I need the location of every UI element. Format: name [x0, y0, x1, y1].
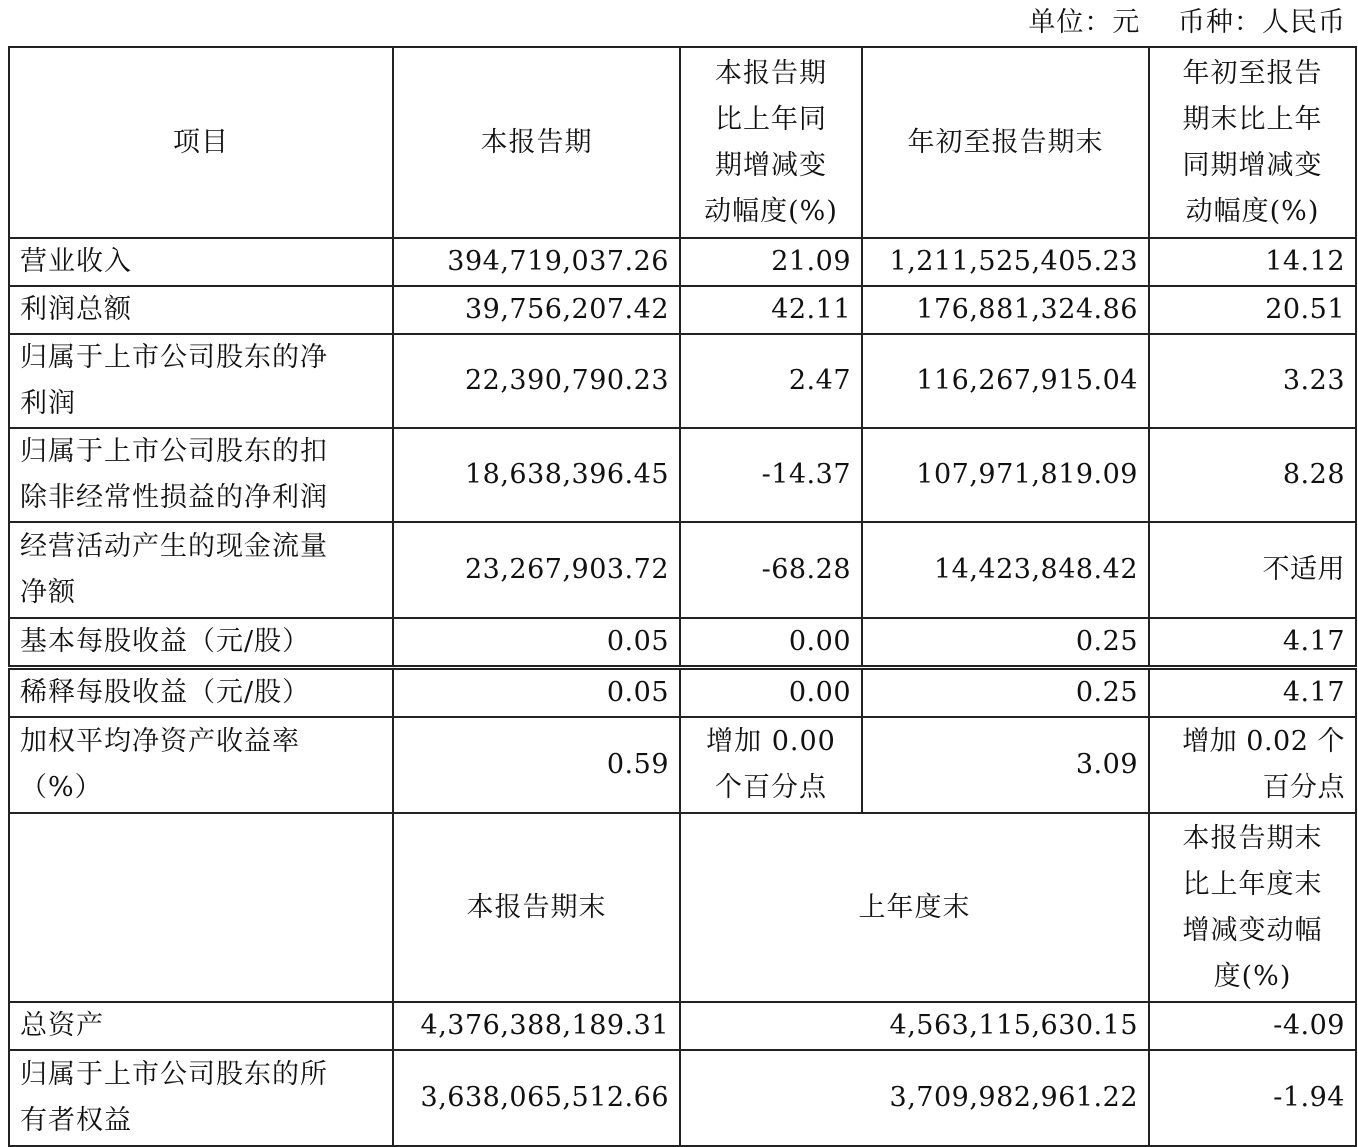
- header-ytd: 年初至报告期末: [862, 47, 1149, 238]
- ytd-change-value: 8.28: [1149, 428, 1356, 522]
- period-end-value: 4,376,388,189.31: [393, 1002, 680, 1050]
- financial-data-table: [8, 46, 1357, 1147]
- ytd-change-value: 不适用: [1149, 522, 1356, 618]
- table-row: [9, 522, 1356, 618]
- header-ytd-change: 年初至报告 期末比上年 同期增减变 动幅度(%): [1149, 47, 1356, 238]
- ytd-value: 0.25: [862, 618, 1149, 668]
- table-row: [9, 717, 1356, 813]
- row-label: 营业收入: [9, 238, 393, 286]
- current-change-value: 0.00: [680, 668, 862, 718]
- current-value: 23,267,903.72: [393, 522, 680, 618]
- ytd-change-value: 增加 0.02 个 百分点: [1149, 717, 1356, 813]
- row-label: 稀释每股收益（元/股）: [9, 668, 393, 718]
- table-row: [9, 286, 1356, 334]
- current-change-value: 42.11: [680, 286, 862, 334]
- table-row: [9, 1050, 1356, 1146]
- current-value: 0.59: [393, 717, 680, 813]
- current-change-value: 2.47: [680, 334, 862, 428]
- change-value: -1.94: [1149, 1050, 1356, 1146]
- current-value: 39,756,207.42: [393, 286, 680, 334]
- current-change-value: -68.28: [680, 522, 862, 618]
- ytd-value: 14,423,848.42: [862, 522, 1149, 618]
- ytd-change-value: 20.51: [1149, 286, 1356, 334]
- header2-change: 本报告期末 比上年度末 增减变动幅 度(%): [1149, 813, 1356, 1002]
- table-row: [9, 334, 1356, 428]
- current-value: 22,390,790.23: [393, 334, 680, 428]
- current-value: 18,638,396.45: [393, 428, 680, 522]
- row-label: 总资产: [9, 1002, 393, 1050]
- current-value: 394,719,037.26: [393, 238, 680, 286]
- header-current-change: 本报告期 比上年同 期增减变 动幅度(%): [680, 47, 862, 238]
- row-label: 基本每股收益（元/股）: [9, 618, 393, 668]
- unit-currency-note: 单位：元 币种：人民币: [1028, 7, 1346, 38]
- table-row: [9, 668, 1356, 718]
- current-change-value: 增加 0.00 个百分点: [680, 717, 862, 813]
- ytd-value: 176,881,324.86: [862, 286, 1149, 334]
- table-row: [9, 618, 1356, 668]
- ytd-change-value: 4.17: [1149, 668, 1356, 718]
- change-value: -4.09: [1149, 1002, 1356, 1050]
- row-label: 利润总额: [9, 286, 393, 334]
- ytd-value: 0.25: [862, 668, 1149, 718]
- header2-period-end: 本报告期末: [393, 813, 680, 1002]
- current-change-value: 0.00: [680, 618, 862, 668]
- table-row: [9, 1002, 1356, 1050]
- current-change-value: 21.09: [680, 238, 862, 286]
- table-row: [9, 238, 1356, 286]
- header-current-period: 本报告期: [393, 47, 680, 238]
- balance-header-row: [9, 813, 1356, 1002]
- header2-last-year-end: 上年度末: [680, 813, 1149, 1002]
- ytd-value: 116,267,915.04: [862, 334, 1149, 428]
- row-label: 归属于上市公司股东的净 利润: [9, 334, 393, 428]
- ytd-change-value: 3.23: [1149, 334, 1356, 428]
- current-change-value: -14.37: [680, 428, 862, 522]
- ytd-value: 107,971,819.09: [862, 428, 1149, 522]
- row-label: 加权平均净资产收益率 （%）: [9, 717, 393, 813]
- current-value: 0.05: [393, 668, 680, 718]
- table-header-row: [9, 47, 1356, 238]
- period-end-value: 3,638,065,512.66: [393, 1050, 680, 1146]
- row-label: 归属于上市公司股东的所 有者权益: [9, 1050, 393, 1146]
- ytd-change-value: 4.17: [1149, 618, 1356, 668]
- current-value: 0.05: [393, 618, 680, 668]
- last-year-end-value: 3,709,982,961.22: [680, 1050, 1149, 1146]
- ytd-change-value: 14.12: [1149, 238, 1356, 286]
- row-label: 经营活动产生的现金流量 净额: [9, 522, 393, 618]
- ytd-value: 3.09: [862, 717, 1149, 813]
- ytd-value: 1,211,525,405.23: [862, 238, 1149, 286]
- table-row: [9, 428, 1356, 522]
- last-year-end-value: 4,563,115,630.15: [680, 1002, 1149, 1050]
- header-item: 项目: [9, 47, 393, 238]
- header2-item: [9, 813, 393, 1002]
- row-label: 归属于上市公司股东的扣 除非经常性损益的净利润: [9, 428, 393, 522]
